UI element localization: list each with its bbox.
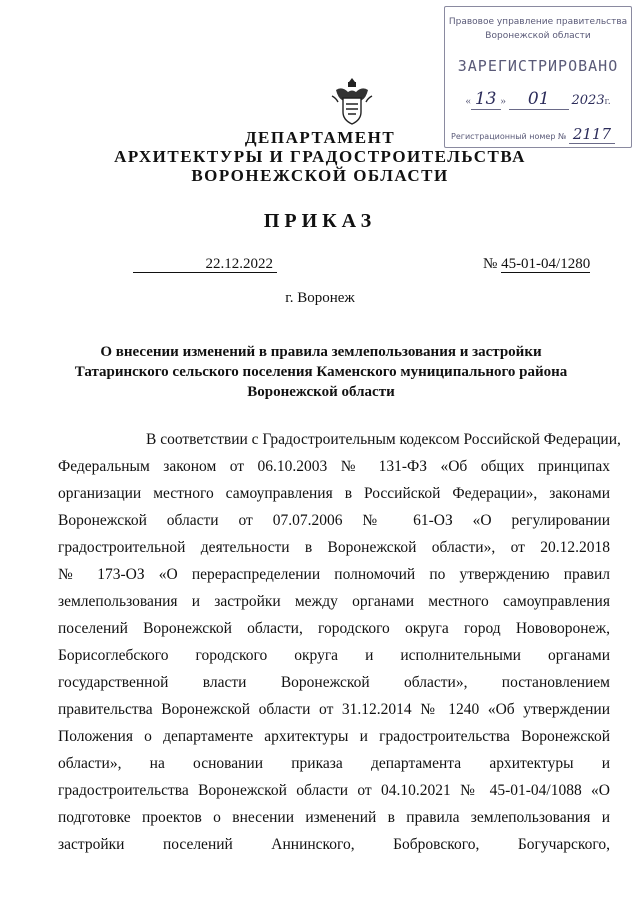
body-line: области», на основании приказа департамента архитектуры и: [58, 755, 610, 772]
stamp-date: « 13 » 01 2023г.: [465, 89, 611, 109]
body-line: Положения о департаменте архитектуры и градостроительства Воронежской: [58, 728, 610, 745]
stamp-reg-value: 2117: [569, 125, 615, 144]
title-line: О внесении изменений в правила землепользования и застройки: [100, 344, 542, 360]
body-line: Федеральным законом от 06.10.2003 № 131-ФЗ «Об общих принципах: [58, 458, 610, 475]
stamp-year: 2023: [571, 93, 605, 108]
header-region: ВОРОНЕЖСКОЙ ОБЛАСТИ: [191, 166, 449, 185]
stamp-authority-line1: Правовое управление правительства: [448, 17, 628, 27]
number-prefix: №: [483, 256, 498, 272]
stamp-registered: ЗАРЕГИСТРИРОВАНО: [457, 57, 619, 75]
number-value: 45-01-04/1280: [501, 256, 591, 272]
city: г. Воронеж: [285, 290, 355, 306]
coat-of-arms-icon: [330, 76, 374, 128]
title-line: Татаринского сельского поселения Каменского муниципального района: [74, 364, 568, 380]
order-title: [60, 342, 582, 402]
stamp-month: 01: [509, 89, 569, 110]
body-line: поселений Воронежской области, городского округа город Нововоронеж,: [58, 620, 610, 637]
body-line: землепользования и застройки между органами местного самоуправления: [58, 593, 610, 610]
order-body: [58, 426, 621, 858]
body-line: Воронежской области от 07.07.2006 № 61-ОЗ «О регулировании: [58, 512, 610, 529]
title-line: Воронежской области: [247, 384, 395, 400]
body-line: застройки поселений Аннинского, Бобровского, Богучарского,: [58, 836, 610, 853]
header-architecture: АРХИТЕКТУРЫ И ГРАДОСТРОИТЕЛЬСТВА: [114, 147, 526, 166]
registration-stamp: [444, 6, 632, 148]
stamp-authority-line2: Воронежской области: [485, 31, 591, 41]
body-line: организации местного самоуправления в Российской Федерации», законами: [58, 485, 610, 502]
body-line: градостроительной деятельности в Воронежской области», от 20.12.2018: [58, 539, 610, 556]
body-line: В соответствии с Градостроительным кодексом Российской Федерации,: [146, 431, 621, 448]
body-line: государственной власти Воронежской области», постановлением: [58, 674, 610, 691]
body-line: подготовке проектов о внесении изменений в правила землепользования и: [58, 809, 610, 826]
body-line: № 173-ОЗ «О перераспределении полномочий по утверждению правил: [58, 566, 610, 583]
header-department: ДЕПАРТАМЕНТ: [244, 128, 396, 147]
order-number: [483, 256, 590, 272]
body-line: Борисоглебского городского округа и исполнительными органами: [58, 647, 610, 664]
stamp-reg-label: Регистрационный номер №: [451, 132, 567, 141]
body-line: градостроительства Воронежской области от 04.10.2021 № 45-01-04/1088 «О: [58, 782, 610, 799]
document-type: ПРИКАЗ: [263, 210, 377, 232]
order-date: 22.12.2022: [133, 256, 277, 273]
stamp-day: 13: [471, 89, 501, 110]
body-line: правительства Воронежской области от 31.12.2014 № 1240 «Об утверждении: [58, 701, 610, 718]
